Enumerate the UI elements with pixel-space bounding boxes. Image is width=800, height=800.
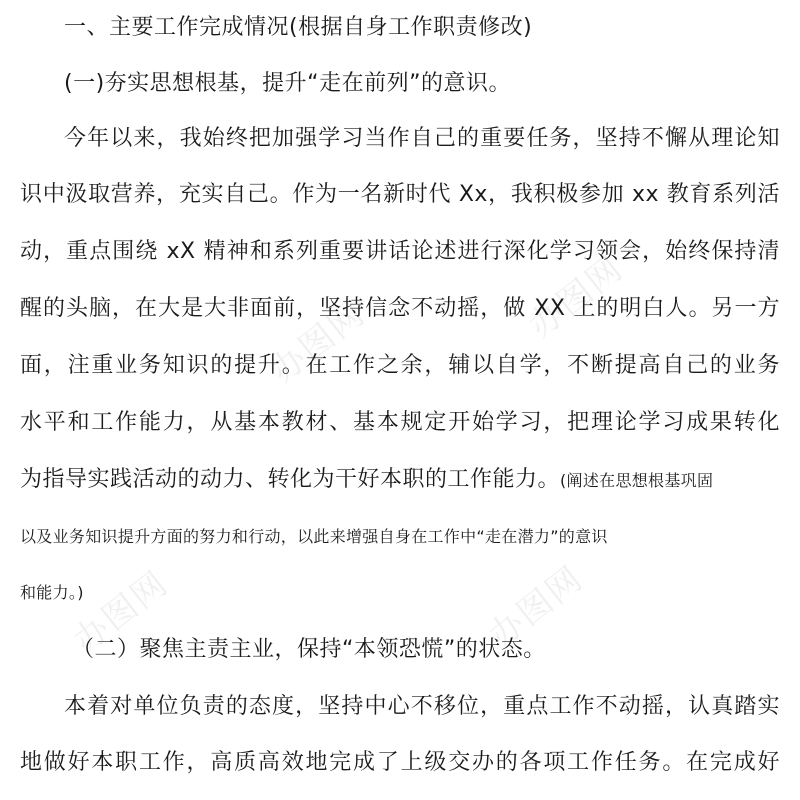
- paragraph-text: 为指导实践活动的动力、转化为干好本职的工作能力。: [20, 467, 561, 492]
- editor-note: (阐述在思想根基巩固: [560, 471, 714, 490]
- section-2-title: （二）聚焦主责主业，保持“本领恐慌”的状态。: [72, 637, 546, 662]
- paragraph-line: 本着对单位负责的态度，坚持中心不移位，重点工作不动摇，认真踏实: [64, 694, 780, 719]
- paragraph-line: 醒的头脑，在大是大非面前，坚持信念不动摇，做 XX 上的明白人。另一方: [20, 296, 780, 321]
- watermark-text: 办图网: [521, 248, 632, 347]
- paragraph-line: 面，注重业务知识的提升。在工作之余，辅以自学，不断提高自己的业务: [20, 353, 780, 378]
- document-heading: 一、主要工作完成情况(根据自身工作职责修改): [64, 15, 533, 40]
- section-1-title: (一)夯实思想根基，提升“走在前列”的意识。: [64, 71, 511, 96]
- watermark-text: 办图网: [263, 293, 374, 392]
- paragraph-line: 地做好本职工作，高质高效地完成了上级交办的各项工作任务。在完成好: [20, 750, 780, 775]
- watermark-text: 办图网: [481, 558, 592, 657]
- paragraph-line: 识中汲取营养，充实自己。作为一名新时代 Xx，我积极参加 xx 教育系列活: [20, 182, 780, 207]
- paragraph-line: 动，重点围绕 xX 精神和系列重要讲话论述进行深化学习领会，始终保持清: [20, 239, 780, 264]
- watermark-text: 办图网: [66, 563, 177, 662]
- editor-note-line: 以及业务知识提升方面的努力和行动，以此来增强自身在工作中“走在潜力”的意识: [20, 527, 608, 546]
- paragraph-line: [20, 465, 780, 496]
- paragraph-line: 水平和工作能力，从基本教材、基本规定开始学习，把理论学习成果转化: [20, 410, 780, 435]
- paragraph-line: 今年以来，我始终把加强学习当作自己的重要任务，坚持不懈从理论知: [64, 126, 780, 151]
- editor-note-line: 和能力。): [20, 583, 84, 602]
